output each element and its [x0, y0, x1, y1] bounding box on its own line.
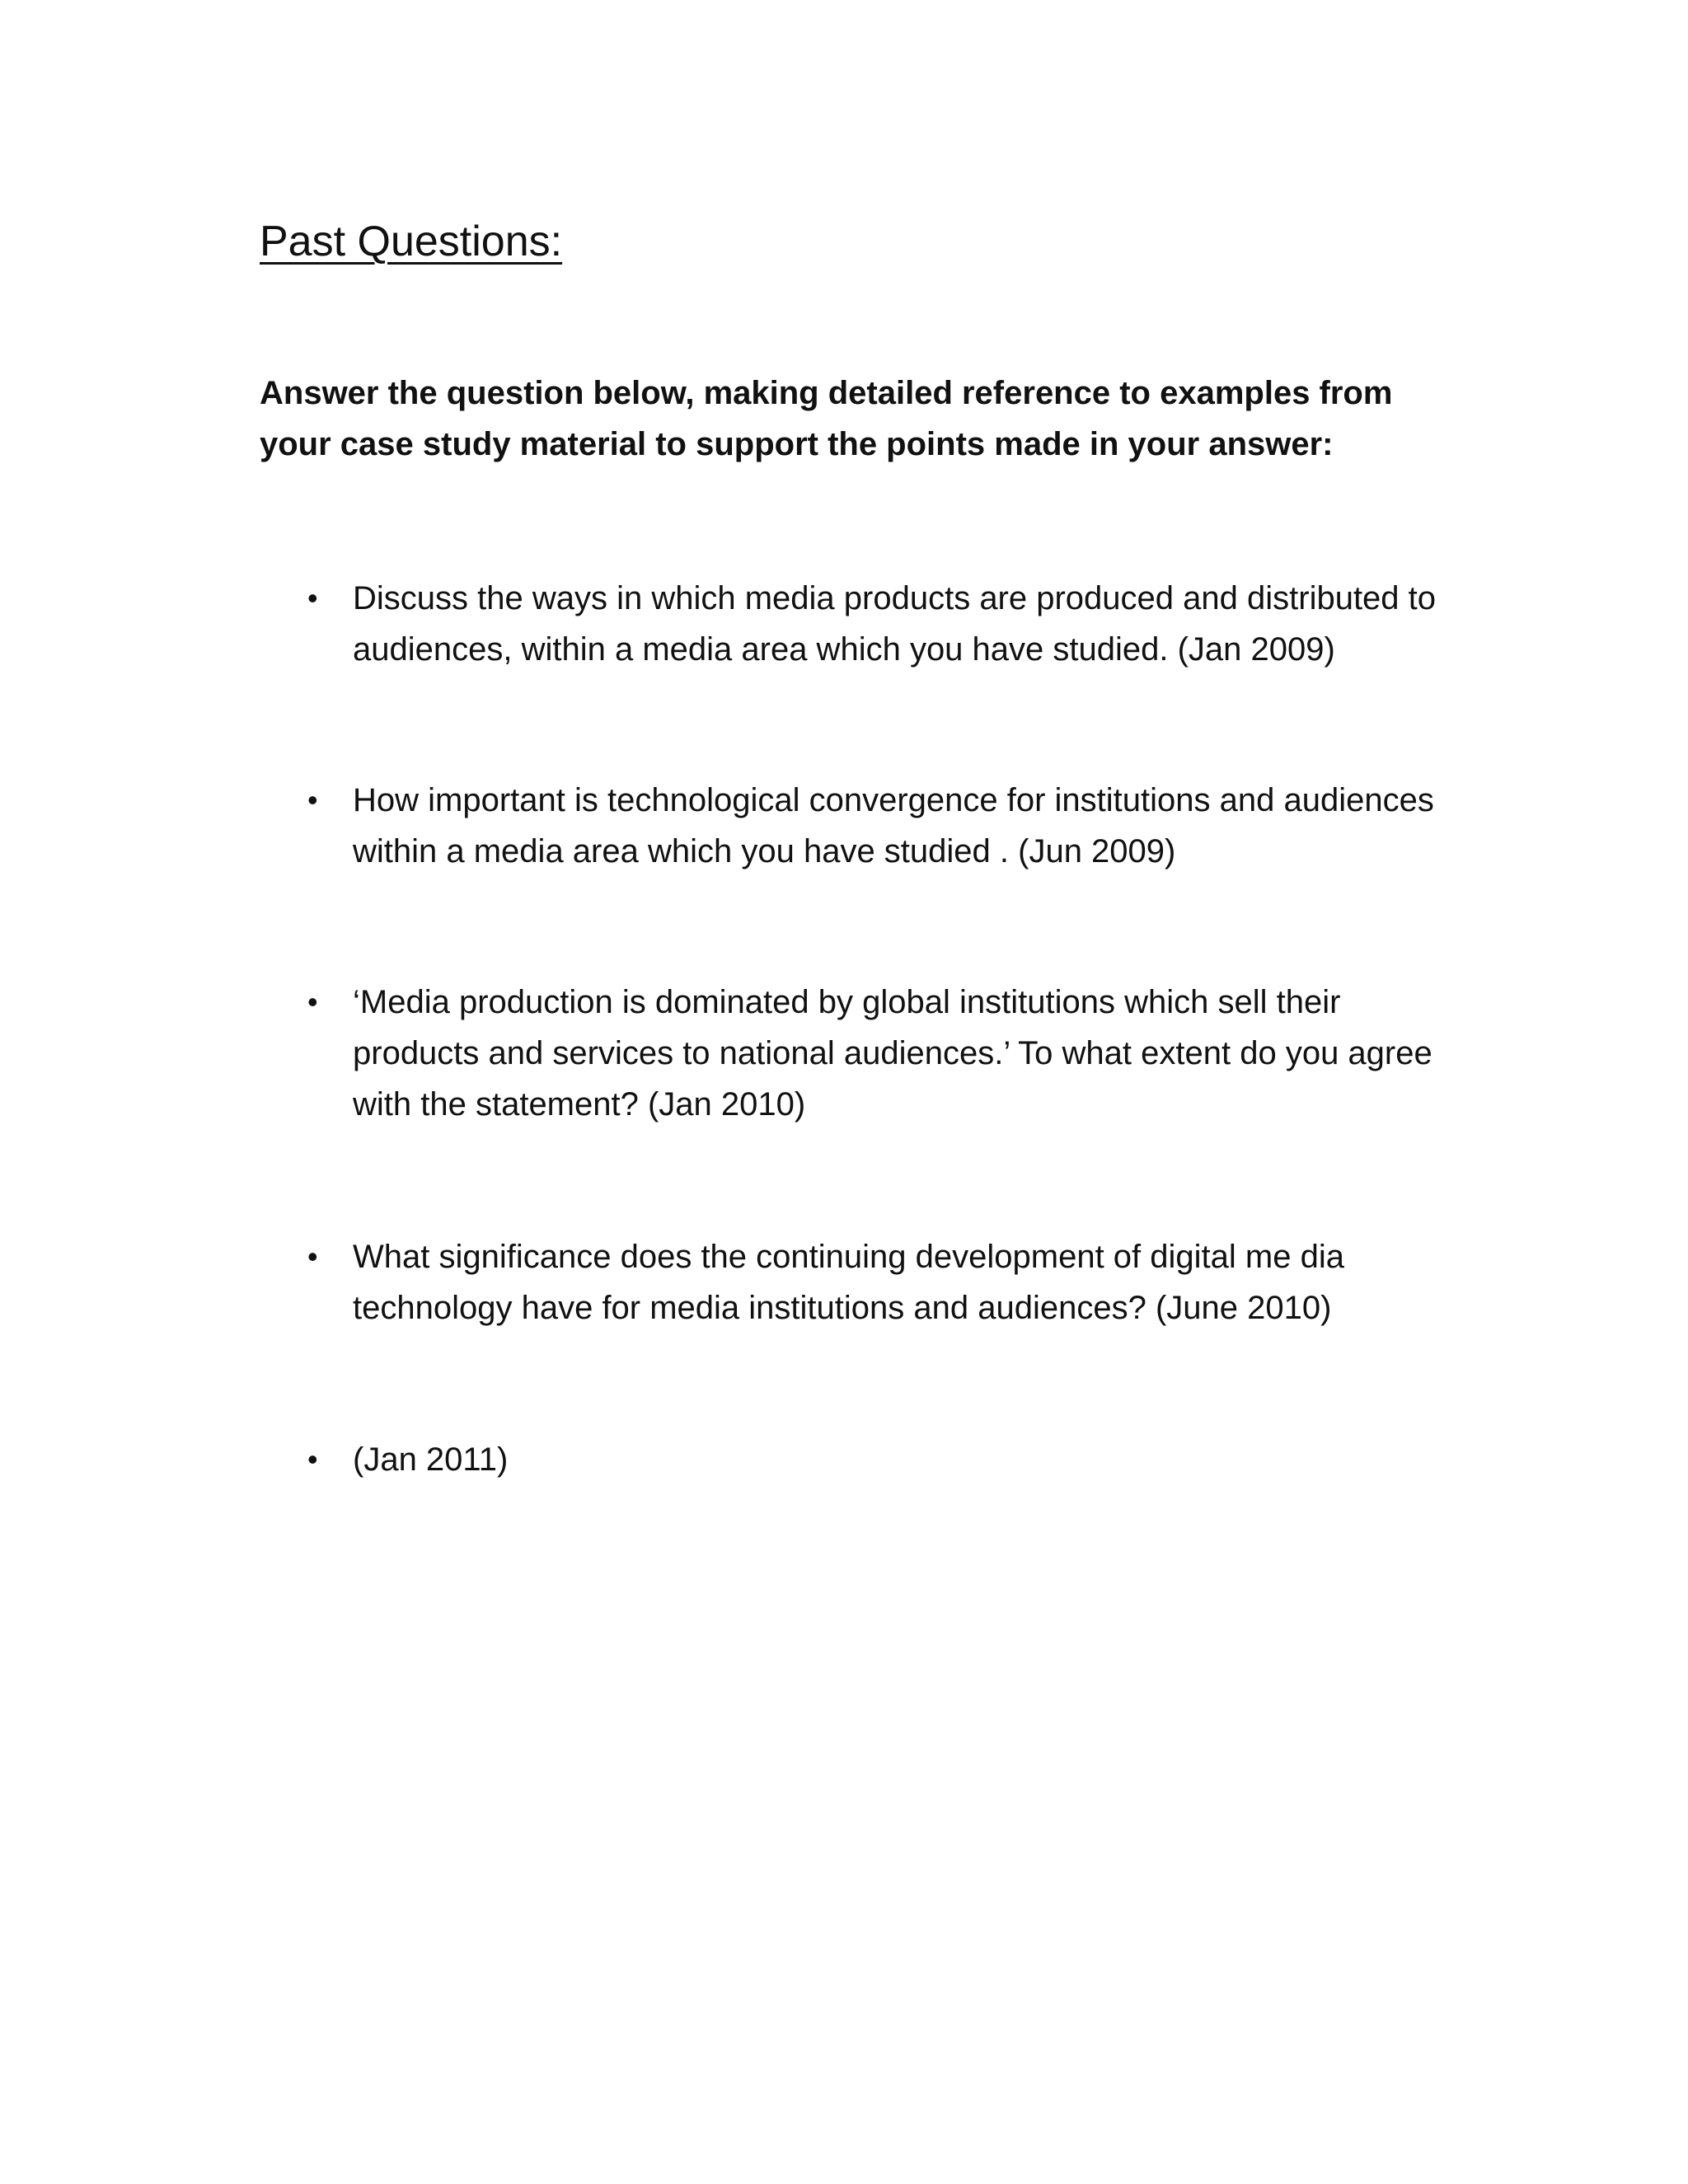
question-text: Discuss the ways in which media products are produced and distributed to audiences, within a media area which you have studied. (Jan 2009): [353, 580, 1437, 668]
list-item: [260, 1231, 1447, 1333]
bullet-icon: •: [307, 1240, 318, 1273]
bullet-icon: •: [307, 1442, 318, 1476]
bullet-icon: •: [307, 581, 318, 615]
bullet-icon: •: [307, 985, 318, 1019]
list-item: [260, 573, 1447, 675]
list-item: [260, 1434, 1447, 1485]
question-text: ‘Media production is dominated by global institutions which sell their products and services to national audiences.’ To what extent do you agree with the statement? (Jan 2010): [353, 984, 1432, 1122]
list-item: [260, 977, 1447, 1130]
question-text: (Jan 2011): [353, 1441, 509, 1478]
page-title: Past Questions:: [260, 218, 563, 265]
list-item: [260, 775, 1447, 877]
question-text: How important is technological convergence for institutions and audiences within a media area which you have studied . (Jun 2009): [353, 782, 1434, 869]
bullet-icon: •: [307, 783, 318, 817]
question-text: What significance does the continuing development of digital me dia technology have for media institutions and audiences? (June 2010): [353, 1239, 1344, 1326]
instructions-text: Answer the question below, making detailed reference to examples from your case study material to support the points made in your answer:: [260, 375, 1393, 462]
